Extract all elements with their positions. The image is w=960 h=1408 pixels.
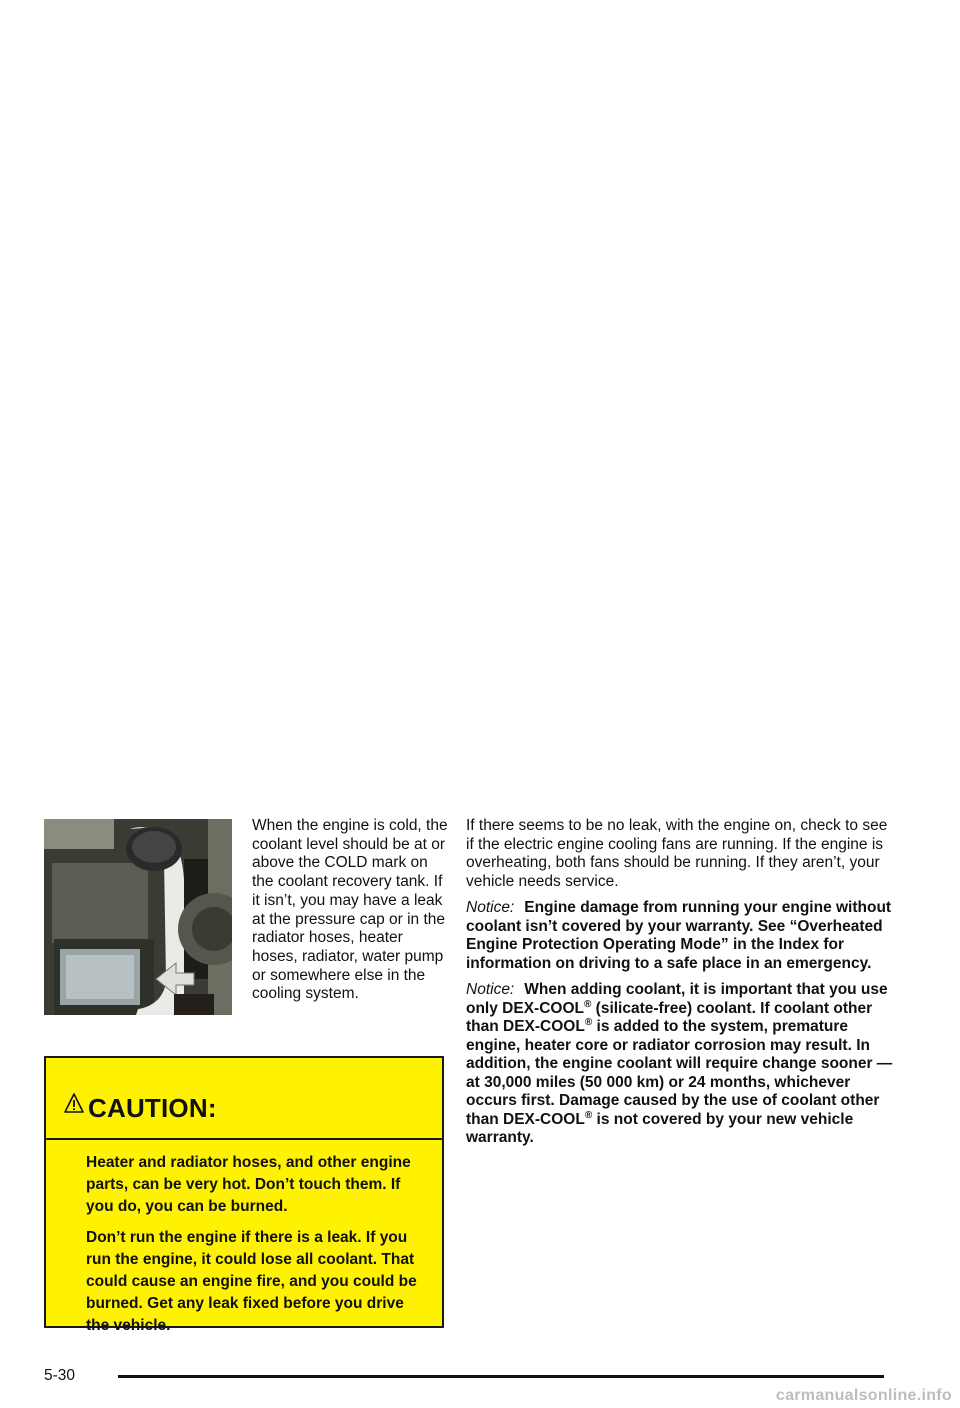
page-number: 5-30 bbox=[44, 1367, 76, 1384]
notice-dexcool-text-1: When adding coolant, it is important that you use only DEX-COOL bbox=[466, 981, 888, 1017]
caution-header bbox=[46, 1058, 442, 1140]
caution-body bbox=[46, 1140, 442, 1337]
engine-bay-illustration bbox=[44, 819, 232, 1015]
coolant-tank-photo bbox=[44, 819, 232, 1015]
fans-paragraph: If there seems to be no leak, with the engine on, check to see if the electric engine cooling fans are running. If the engine is overheating, both fans should be running. If they aren’t, your vehicle needs service. bbox=[466, 817, 888, 890]
notice-dexcool-text-4: is not covered by your new vehicle warranty. bbox=[466, 1110, 854, 1146]
warning-triangle-icon bbox=[64, 1092, 84, 1114]
notice-label: Notice: bbox=[466, 981, 515, 998]
notice-dexcool bbox=[466, 981, 896, 1148]
notice-label: Notice: bbox=[466, 899, 515, 916]
registered-mark: ® bbox=[583, 998, 592, 1010]
notice-dexcool-text-3: is added to the system, premature engine, heater core or radiator corrosion may result. In addition, the engine coolant will require change sooner — at 30,000 miles (50 000 km) or 24 months, whichever occurs first. Damage caused by the use of coolant other than DEX-COOL bbox=[466, 1018, 893, 1128]
footer-rule bbox=[118, 1375, 884, 1378]
registered-mark: ® bbox=[584, 1109, 593, 1121]
notice-dexcool-text-2: (silicate-free) coolant. If coolant other than DEX-COOL bbox=[466, 999, 873, 1035]
caution-box bbox=[44, 1056, 444, 1334]
notice-warranty bbox=[466, 899, 896, 973]
caution-paragraph-1: Heater and radiator hoses, and other engine parts, can be very hot. Don’t touch them. If you do, you can be burned. bbox=[86, 1154, 411, 1215]
caution-title: CAUTION: bbox=[88, 1093, 217, 1123]
registered-mark: ® bbox=[584, 1017, 593, 1028]
notice-warranty-text: Engine damage from running your engine without coolant isn’t covered by your warranty. See “Overheated Engine Protection Operating Mode” in the Index for information on driving to a safe place in an emergency. bbox=[466, 899, 892, 972]
caution-paragraph-2: Don’t run the engine if there is a leak. If you run the engine, it could lose all coolant. That could cause an engine fire, and you could be burned. Get any leak fixed before you drive the vehicle. bbox=[86, 1229, 417, 1334]
right-column bbox=[466, 817, 896, 1156]
intro-paragraph: When the engine is cold, the coolant level should be at or above the COLD mark on the coolant recovery tank. If it isn’t, you may have a leak at the pressure cap or in the radiator hoses, heater hoses, radiator, water pump or somewhere else in the cooling system. bbox=[252, 817, 448, 1003]
watermark: carmanualsonline.info bbox=[775, 1387, 952, 1404]
